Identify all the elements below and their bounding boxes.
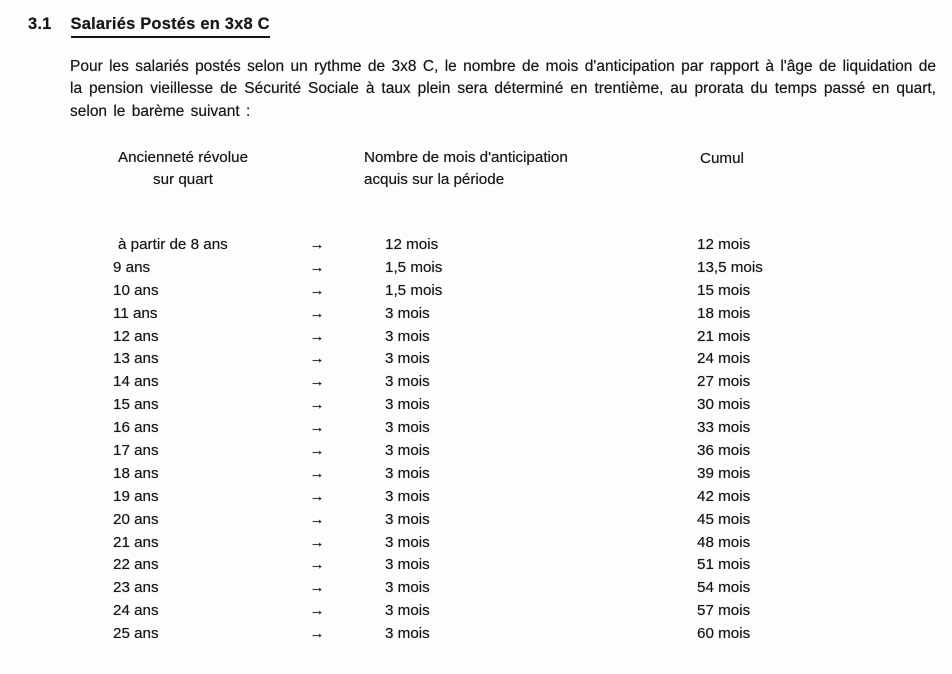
arrow-glyph: → [309, 464, 325, 482]
intro-paragraph: Pour les salariés postés selon un rythme de 3x8 C, le nombre de mois d'anticipation par rapport à l'âge de liquidation de la pension vieillesse de Sécurité Sociale à taux plein sera déterminé en trentième, au prorata du temps passé en quart, selon le barème suivant : [70, 58, 936, 120]
arrow-glyph: → [309, 373, 325, 391]
cell-anciennete: 20 ans [113, 510, 159, 528]
bareme-table [0, 233, 952, 645]
cell-anciennete: 21 ans [113, 533, 159, 551]
arrow-glyph: → [309, 235, 325, 253]
table-row [0, 347, 952, 370]
cell-anciennete: 11 ans [113, 304, 158, 322]
cell-anciennete: à partir de 8 ans [118, 235, 228, 253]
arrow-glyph: → [309, 510, 325, 528]
arrow-glyph: → [309, 533, 325, 551]
table-row [0, 508, 952, 531]
cell-cumul: 36 mois [697, 441, 751, 459]
arrow-glyph: → [309, 281, 325, 299]
table-row [0, 325, 952, 348]
arrow-glyph: → [309, 602, 325, 620]
cell-cumul: 21 mois [697, 327, 751, 345]
table-row [0, 279, 952, 302]
cell-mois-anticipation: 3 mois [385, 510, 430, 528]
table-row [0, 553, 952, 576]
cell-cumul: 27 mois [697, 373, 751, 391]
cell-cumul: 42 mois [697, 487, 751, 505]
cell-anciennete: 23 ans [113, 579, 159, 597]
cell-anciennete: 19 ans [113, 487, 159, 505]
cell-mois-anticipation: 3 mois [385, 441, 430, 459]
arrow-glyph: → [309, 579, 325, 597]
table-header-nombre-mois [364, 147, 568, 190]
cell-cumul: 60 mois [697, 625, 751, 643]
cell-anciennete: 24 ans [113, 602, 159, 620]
cell-anciennete: 18 ans [113, 464, 159, 482]
cell-mois-anticipation: 3 mois [385, 487, 430, 505]
table-row [0, 485, 952, 508]
arrow-glyph: → [309, 304, 325, 322]
cell-anciennete: 10 ans [113, 281, 159, 299]
table-row [0, 599, 952, 622]
cell-anciennete: 25 ans [113, 625, 159, 643]
arrow-glyph: → [309, 419, 325, 437]
cell-anciennete: 15 ans [113, 396, 159, 414]
table-row [0, 233, 952, 256]
cell-mois-anticipation: 1,5 mois [385, 281, 443, 299]
arrow-glyph: → [309, 327, 325, 345]
table-row [0, 370, 952, 393]
arrow-glyph: → [309, 258, 325, 276]
cell-mois-anticipation: 3 mois [385, 464, 430, 482]
table-row [0, 416, 952, 439]
cell-cumul: 48 mois [697, 533, 751, 551]
table-row [0, 462, 952, 485]
arrow-glyph: → [309, 625, 325, 643]
cell-anciennete: 9 ans [113, 258, 151, 276]
cell-cumul: 39 mois [697, 464, 751, 482]
cell-anciennete: 13 ans [113, 350, 159, 368]
cell-mois-anticipation: 3 mois [385, 533, 430, 551]
cell-anciennete: 16 ans [113, 419, 159, 437]
cell-mois-anticipation: 3 mois [385, 327, 430, 345]
cell-anciennete: 14 ans [113, 373, 159, 391]
table-row [0, 439, 952, 462]
arrow-glyph: → [309, 441, 325, 459]
cell-cumul: 45 mois [697, 510, 751, 528]
table-header-anciennete-line2: sur quart [153, 170, 213, 188]
cell-mois-anticipation: 3 mois [385, 602, 430, 620]
cell-cumul: 51 mois [697, 556, 751, 574]
cell-anciennete: 17 ans [113, 441, 159, 459]
cell-cumul: 13,5 mois [697, 258, 763, 276]
arrow-glyph: → [309, 350, 325, 368]
cell-mois-anticipation: 3 mois [385, 625, 430, 643]
table-row [0, 302, 952, 325]
table-header-cumul: Cumul [700, 150, 744, 167]
section-heading [28, 15, 270, 38]
arrow-glyph: → [309, 396, 325, 414]
table-row [0, 393, 952, 416]
cell-anciennete: 22 ans [113, 556, 159, 574]
cell-cumul: 24 mois [697, 350, 751, 368]
table-row [0, 576, 952, 599]
cell-cumul: 30 mois [697, 396, 751, 414]
arrow-glyph: → [309, 487, 325, 505]
cell-mois-anticipation: 3 mois [385, 556, 430, 574]
cell-cumul: 15 mois [697, 281, 751, 299]
cell-mois-anticipation: 3 mois [385, 419, 430, 437]
arrow-glyph: → [309, 556, 325, 574]
cell-anciennete: 12 ans [113, 327, 159, 345]
cell-mois-anticipation: 3 mois [385, 373, 430, 391]
cell-cumul: 33 mois [697, 419, 751, 437]
table-row [0, 256, 952, 279]
cell-mois-anticipation: 12 mois [385, 235, 439, 253]
table-header-nombre-mois-line2: acquis sur la période [364, 170, 505, 188]
cell-cumul: 18 mois [697, 304, 751, 322]
table-row [0, 531, 952, 554]
cell-mois-anticipation: 3 mois [385, 579, 430, 597]
cell-mois-anticipation: 3 mois [385, 350, 430, 368]
table-row [0, 622, 952, 645]
section-title: Salariés Postés en 3x8 C [71, 15, 270, 38]
section-number: 3.1 [28, 15, 52, 33]
table-header-anciennete [100, 147, 266, 190]
cell-cumul: 57 mois [697, 602, 751, 620]
cell-cumul: 54 mois [697, 579, 751, 597]
cell-mois-anticipation: 3 mois [385, 396, 430, 414]
cell-cumul: 12 mois [697, 235, 751, 253]
table-header-anciennete-line1: Ancienneté révolue [117, 149, 249, 166]
table-header-nombre-mois-line1: Nombre de mois d'anticipation [364, 149, 568, 166]
cell-mois-anticipation: 3 mois [385, 304, 430, 322]
cell-mois-anticipation: 1,5 mois [385, 258, 443, 276]
